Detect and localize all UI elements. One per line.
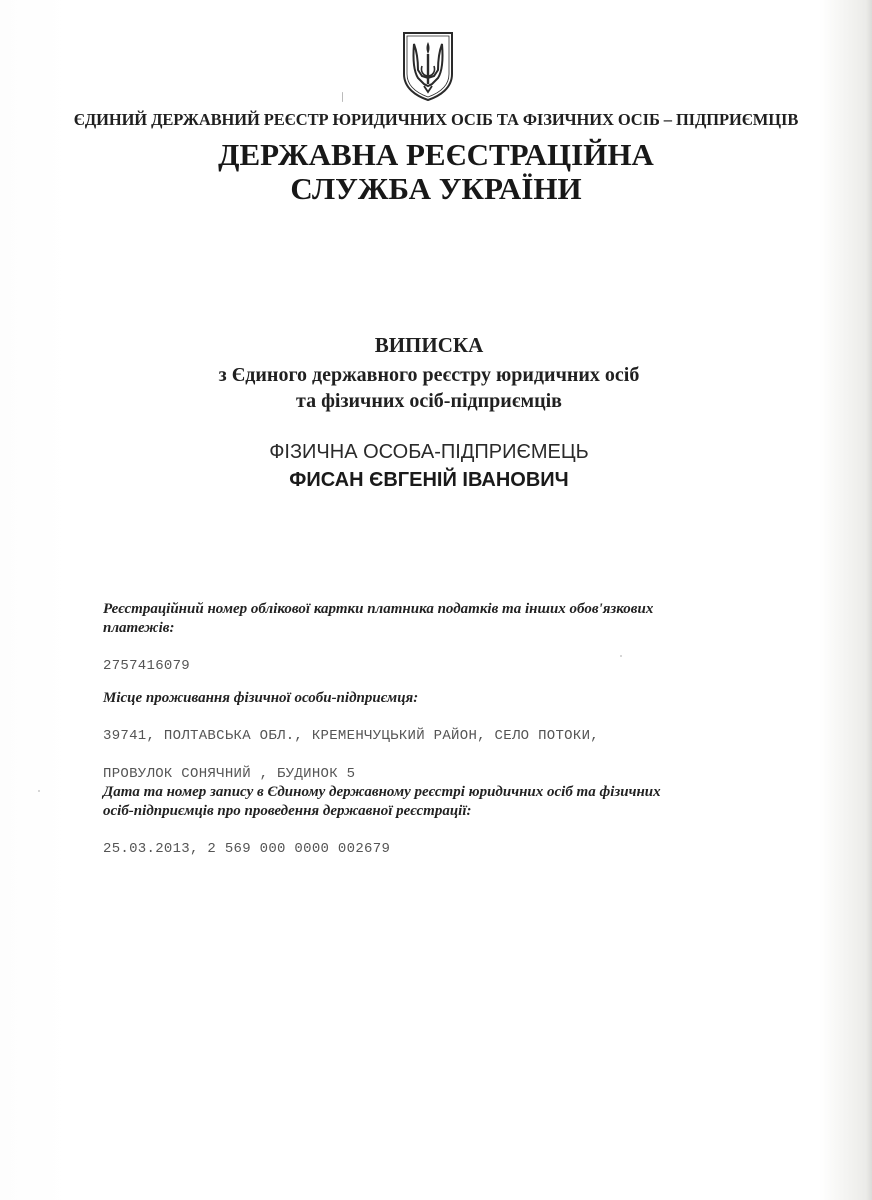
extract-title: ВИПИСКА [374, 333, 484, 357]
service-title [0, 138, 872, 206]
field-value [103, 821, 783, 878]
field-value-line2: ПРОВУЛОК СОНЯЧНИЙ , БУДИНОК 5 [103, 766, 356, 782]
extract-subtitle-line1: з Єдиного державного реєстру юридичних осіб [218, 364, 640, 386]
field-value [103, 638, 783, 695]
service-title-line1: ДЕРЖАВНА РЕЄСТРАЦІЙНА [218, 137, 654, 172]
paper-speck [38, 790, 40, 792]
trident-coat-of-arms-icon [400, 30, 456, 102]
field-value-line1: 2757416079 [103, 658, 191, 674]
paper-speck [342, 92, 343, 102]
field-value-line1: 25.03.2013, 2 569 000 0000 002679 [103, 841, 391, 857]
service-title-line2: СЛУЖБА УКРАЇНИ [290, 171, 582, 206]
field-label [103, 783, 783, 821]
registry-name: ЄДИНИЙ ДЕРЖАВНИЙ РЕЄСТР ЮРИДИЧНИХ ОСІБ ТА ФІЗИЧНИХ ОСІБ – ПІДПРИЄМЦІВ [73, 110, 799, 129]
field-label-line2: осіб-підприємців про проведення державної реєстрації: [103, 803, 472, 819]
paper-speck [620, 655, 622, 657]
field-tax-number [103, 600, 783, 695]
extract-subtitle [0, 362, 858, 414]
person-type: ФІЗИЧНА ОСОБА-ПІДПРИЄМЕЦЬ [269, 441, 589, 463]
extract-subtitle-line2: та фізичних осіб-підприємців [296, 390, 562, 412]
field-registration-record [103, 783, 783, 878]
field-value-line1: 39741, ПОЛТАВСЬКА ОБЛ., КРЕМЕНЧУЦЬКИЙ РАЙОН, СЕЛО ПОТОКИ, [103, 728, 599, 744]
field-label [103, 600, 783, 638]
field-label-line1: Дата та номер запису в Єдиному державному реєстрі юридичних осіб та фізичних [103, 784, 661, 800]
field-label-line1: Місце проживання фізичної особи-підприємця: [103, 690, 419, 706]
field-label-line1: Реєстраційний номер облікової картки платника податків та інших обов'язкових [103, 601, 654, 617]
field-label-line2: платежів: [103, 620, 175, 636]
field-label [103, 689, 783, 708]
person-name: ФИСАН ЄВГЕНІЙ ІВАНОВИЧ [289, 469, 569, 491]
